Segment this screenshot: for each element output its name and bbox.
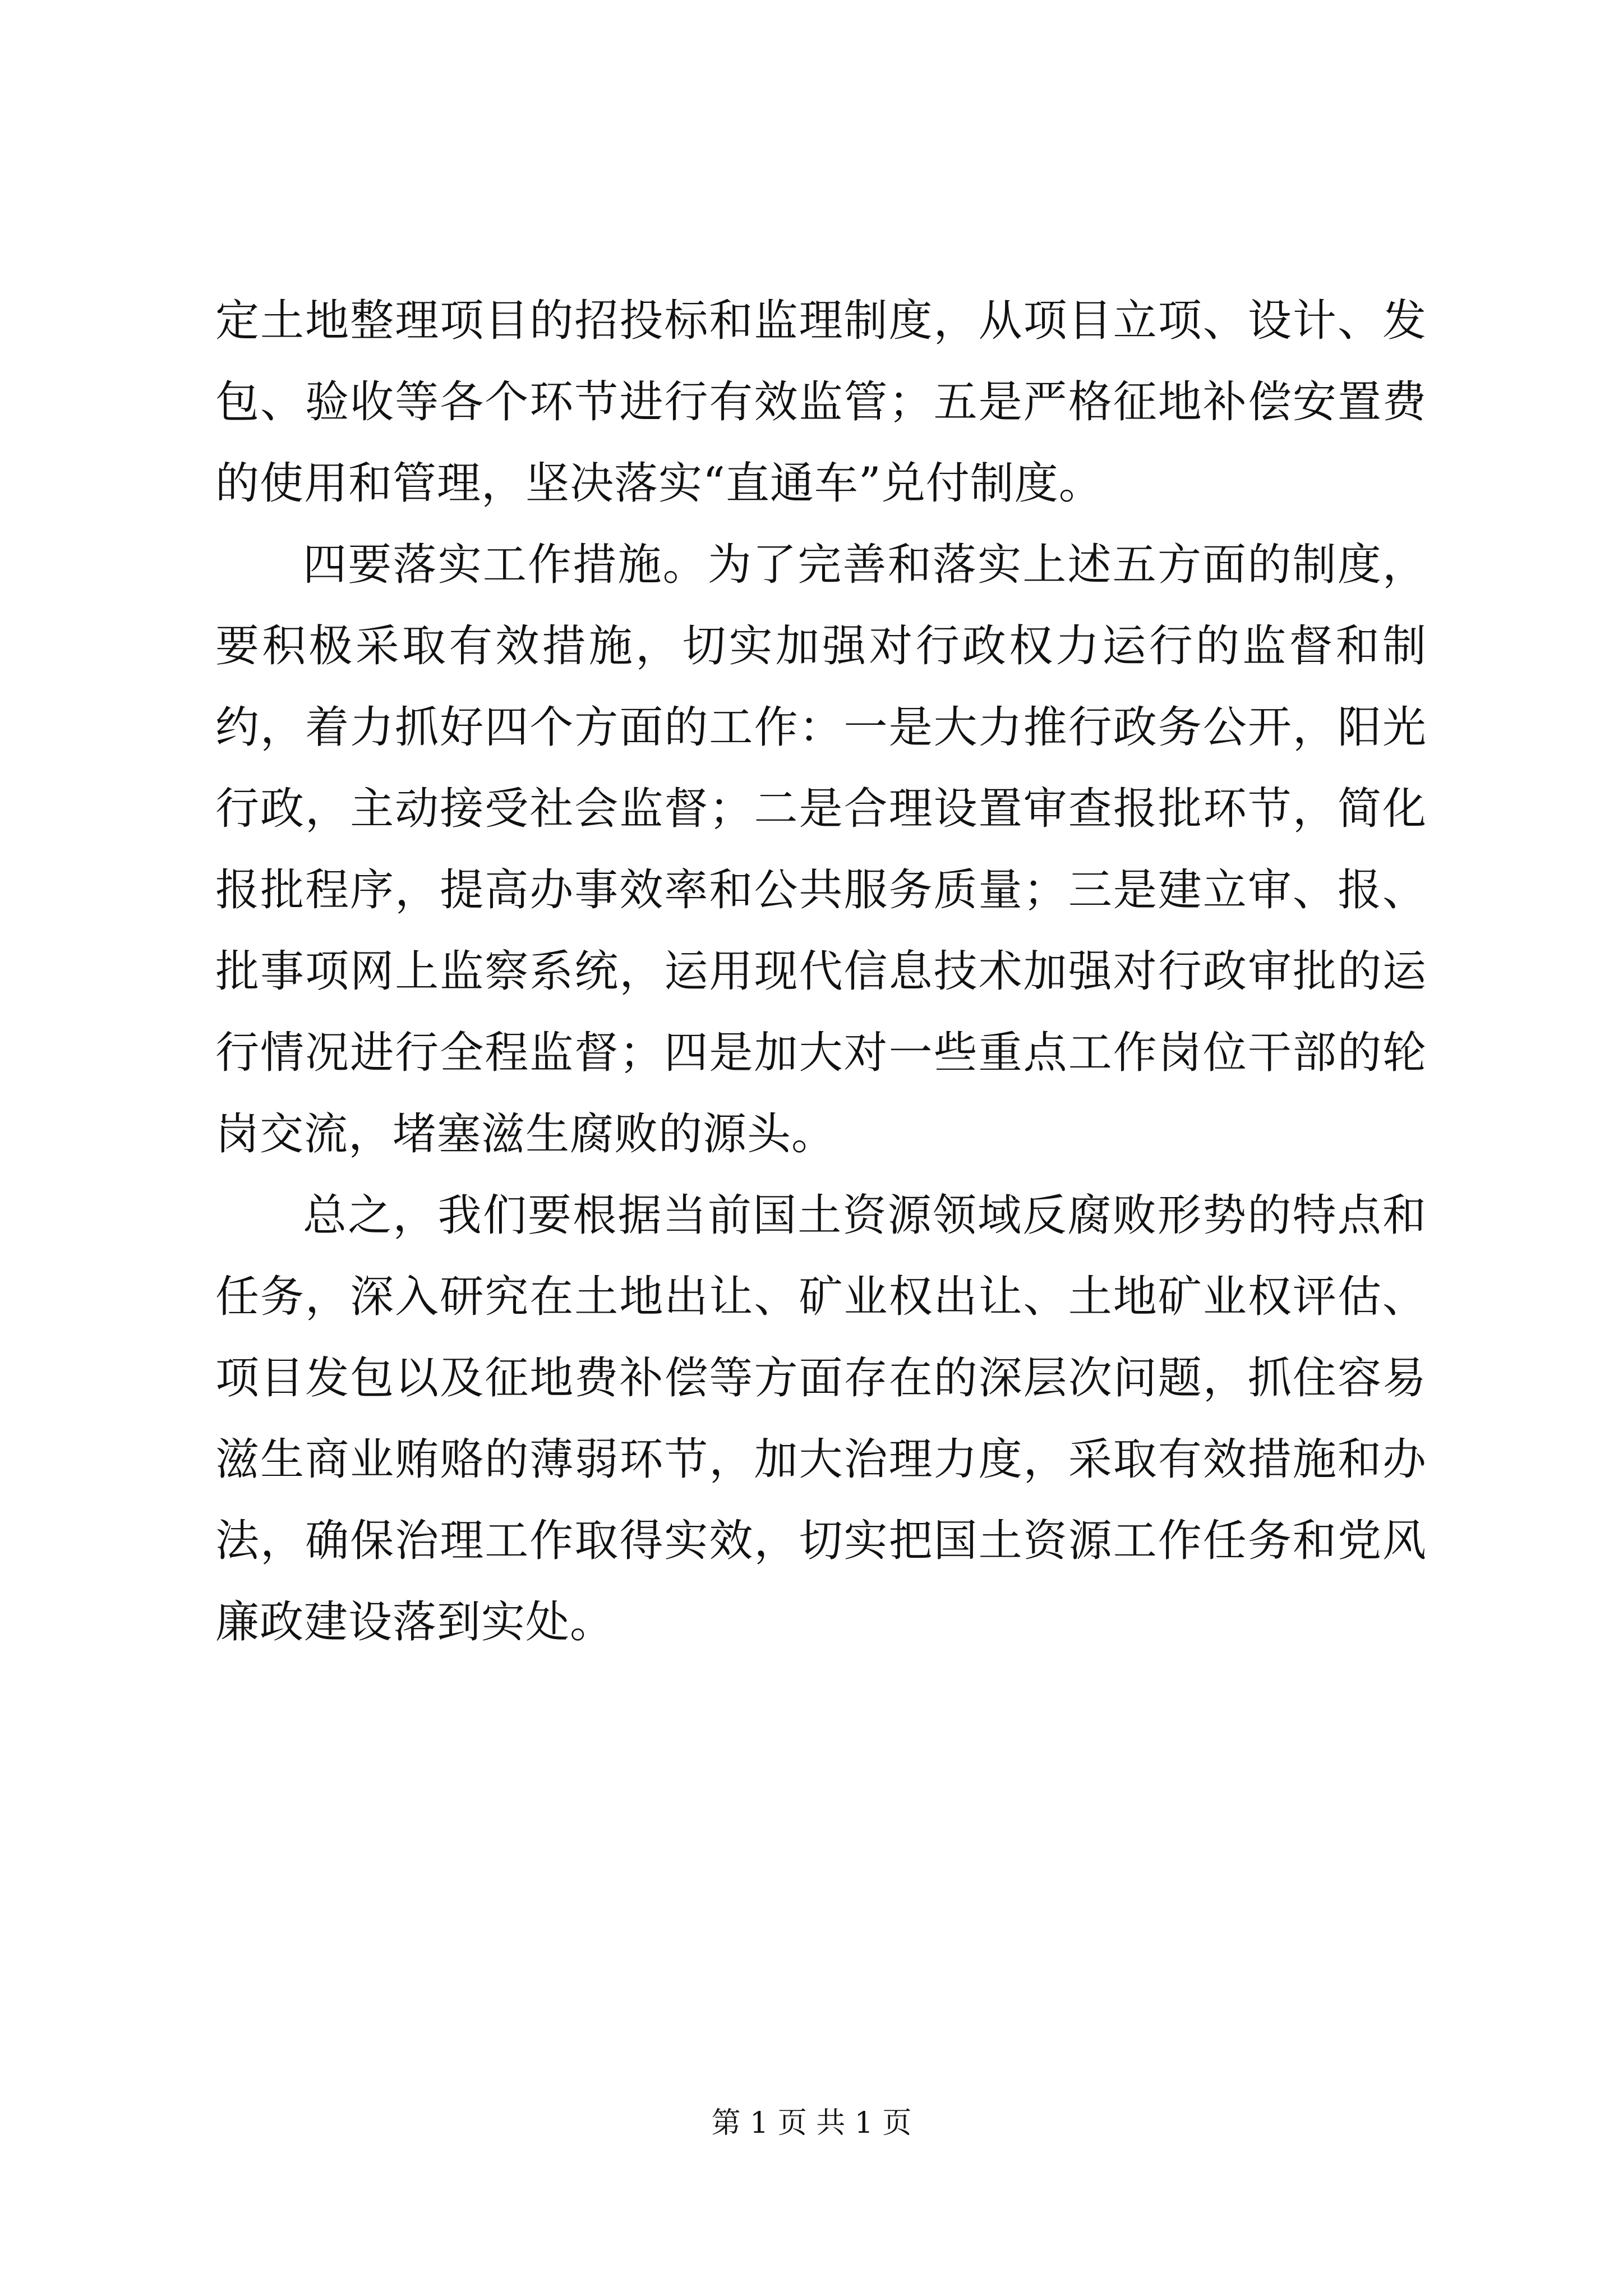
- document-body: [215, 280, 1427, 1663]
- page-number-label: 第 1 页 共 1 页: [711, 2106, 912, 2140]
- paragraph-work-measures: 四要落实工作措施。为了完善和落实上述五方面的制度，要积极采取有效措施，切实加强对行政权力运行的监督和制约，着力抓好四个方面的工作：一是大力推行政务公开，阳光行政，主动接受社会监督；二是合理设置审查报批环节，简化报批程序，提高办事效率和公共服务质量；三是建立审、报、批事项网上监察系统，运用现代信息技术加强对行政审批的运行情况进行全程监督；四是加大对一些重点工作岗位干部的轮岗交流，堵塞滋生腐败的源头。: [215, 540, 1427, 1159]
- paragraph-conclusion: 总之，我们要根据当前国土资源领域反腐败形势的特点和任务，深入研究在土地出让、矿业权出让、土地矿业权评估、项目发包以及征地费补偿等方面存在的深层次问题，抓住容易滋生商业贿赂的薄弱环节，加大治理力度，采取有效措施和办法，确保治理工作取得实效，切实把国土资源工作任务和党风廉政建设落到实处。: [215, 1190, 1427, 1648]
- page-footer: [0, 2104, 1623, 2143]
- paragraph-continuation: 定土地整理项目的招投标和监理制度，从项目立项、设计、发包、验收等各个环节进行有效监管；五是严格征地补偿安置费的使用和管理，坚决落实“直通车”兑付制度。: [215, 296, 1427, 509]
